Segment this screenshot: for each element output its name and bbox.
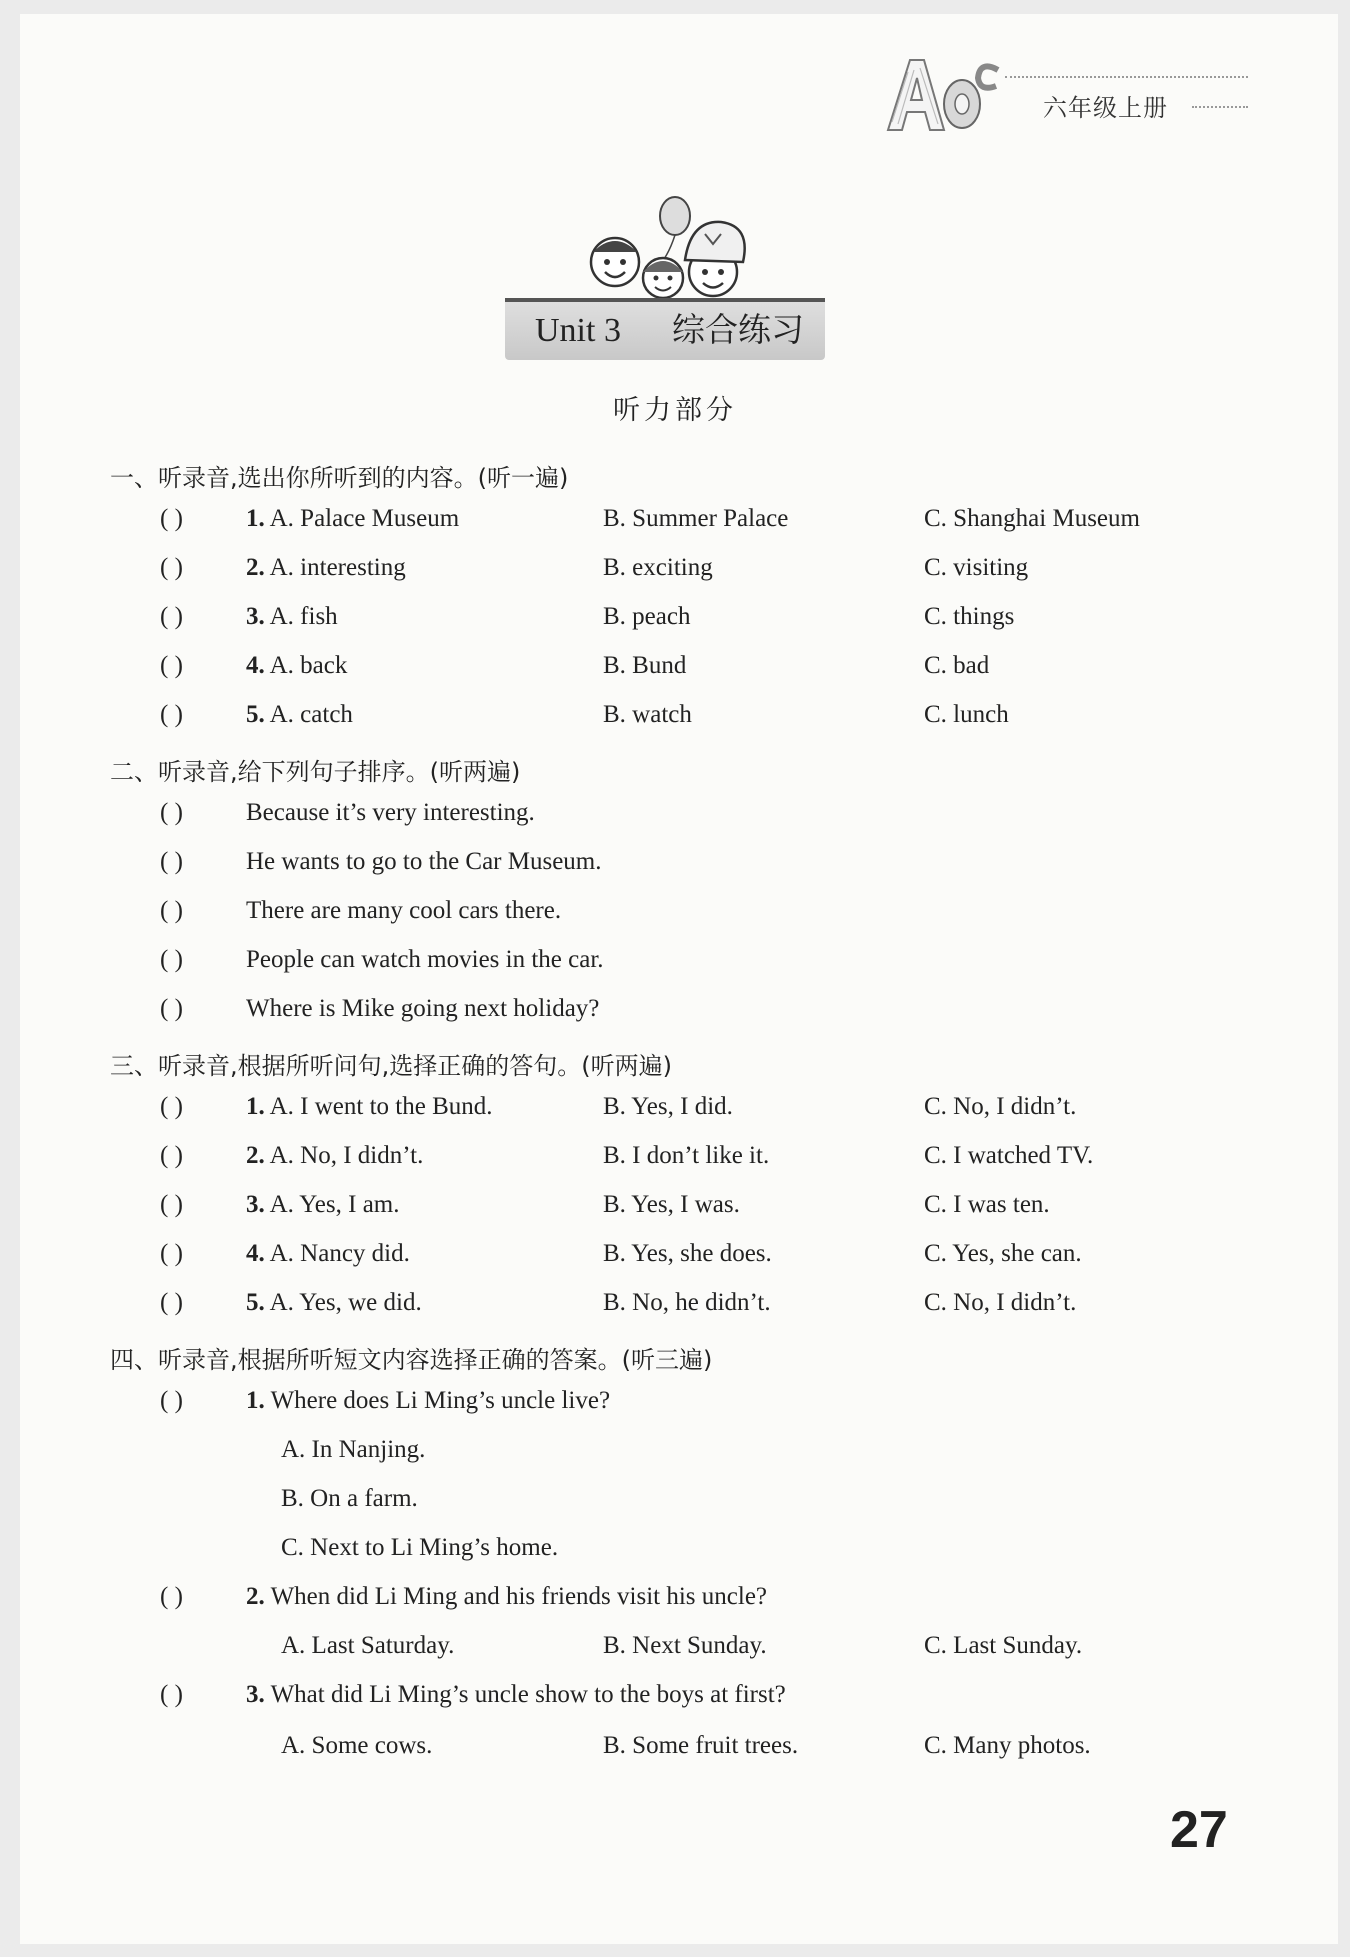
option-b: B. Summer Palace bbox=[603, 505, 789, 532]
option-b: B. Yes, I was. bbox=[603, 1191, 740, 1218]
s4-q2 bbox=[0, 1583, 1350, 1623]
s4-q3-options bbox=[0, 1732, 1350, 1772]
option-c: C. No, I didn’t. bbox=[924, 1289, 1077, 1316]
s3-item-5 bbox=[0, 1289, 1350, 1329]
s1-item-5 bbox=[0, 701, 1350, 741]
option-a: A. Yes, I am. bbox=[269, 1191, 400, 1218]
option-c: C. lunch bbox=[924, 701, 1009, 728]
section1-title: 一、听录音,选出你所听到的内容。(听一遍) bbox=[110, 464, 569, 492]
option-a: A. interesting bbox=[269, 554, 406, 581]
option-b: B. Yes, she does. bbox=[603, 1240, 772, 1267]
unit-name: 综合练习 bbox=[671, 310, 804, 349]
item-number: 4. bbox=[246, 1240, 265, 1267]
section3-title: 三、听录音,根据所听问句,选择正确的答句。(听两遍) bbox=[110, 1052, 672, 1080]
s1-item-2 bbox=[0, 554, 1350, 594]
item-number: 3. bbox=[246, 1681, 265, 1708]
option-a: A. Nancy did. bbox=[269, 1240, 410, 1267]
item-number: 3. bbox=[246, 603, 265, 630]
page-header bbox=[880, 52, 1248, 142]
s2-item-5 bbox=[0, 995, 1350, 1035]
item-number: 4. bbox=[246, 652, 265, 679]
answer-blank[interactable]: ( ) bbox=[160, 701, 183, 728]
answer-blank[interactable]: ( ) bbox=[160, 897, 183, 924]
s2-item-2 bbox=[0, 848, 1350, 888]
option-a: A. No, I didn’t. bbox=[269, 1142, 424, 1169]
grade-label: 六年级上册 bbox=[1043, 94, 1168, 122]
answer-blank[interactable]: ( ) bbox=[160, 946, 183, 973]
option-a: A. Some cows. bbox=[281, 1732, 433, 1759]
s3-item-4 bbox=[0, 1240, 1350, 1280]
abc-letters-logo-icon bbox=[880, 52, 1008, 136]
s4-q1 bbox=[0, 1387, 1350, 1427]
answer-blank[interactable]: ( ) bbox=[160, 1583, 183, 1610]
option-c: C. bad bbox=[924, 652, 990, 679]
cartoon-kids-balloon-icon bbox=[555, 190, 770, 305]
answer-blank[interactable]: ( ) bbox=[160, 554, 183, 581]
item-number: 2. bbox=[246, 1583, 265, 1610]
item-number: 3. bbox=[246, 1191, 265, 1218]
option-b: B. peach bbox=[603, 603, 691, 630]
option-c: C. I was ten. bbox=[924, 1191, 1050, 1218]
answer-blank[interactable]: ( ) bbox=[160, 1681, 183, 1708]
question-text: Where does Li Ming’s uncle live? bbox=[270, 1387, 611, 1414]
s4-q1-option-c-row bbox=[0, 1534, 1350, 1574]
sentence: There are many cool cars there. bbox=[246, 897, 562, 924]
s4-q3 bbox=[0, 1681, 1350, 1721]
answer-blank[interactable]: ( ) bbox=[160, 1289, 183, 1316]
option-b: B. watch bbox=[603, 701, 692, 728]
item-number: 2. bbox=[246, 554, 265, 581]
option-a: A. Yes, we did. bbox=[269, 1289, 422, 1316]
answer-blank[interactable]: ( ) bbox=[160, 1240, 183, 1267]
listening-part-heading: 听力部分 bbox=[613, 395, 737, 426]
option-c: C. Yes, she can. bbox=[924, 1240, 1082, 1267]
option-c: C. I watched TV. bbox=[924, 1142, 1094, 1169]
option-c: C. Many photos. bbox=[924, 1732, 1091, 1759]
s4-q2-options bbox=[0, 1632, 1350, 1672]
item-number: 1. bbox=[246, 1387, 265, 1414]
question-text: What did Li Ming’s uncle show to the boys at first? bbox=[270, 1681, 786, 1708]
option-b: B. Some fruit trees. bbox=[603, 1732, 799, 1759]
answer-blank[interactable]: ( ) bbox=[160, 1142, 183, 1169]
option-c: C. things bbox=[924, 603, 1015, 630]
unit-number: Unit 3 bbox=[535, 312, 621, 349]
option-b: B. I don’t like it. bbox=[603, 1142, 770, 1169]
s4-q1-option-a-row bbox=[0, 1436, 1350, 1476]
answer-blank[interactable]: ( ) bbox=[160, 1191, 183, 1218]
header-dotted-line bbox=[1005, 76, 1248, 78]
answer-blank[interactable]: ( ) bbox=[160, 1387, 183, 1414]
s2-item-1 bbox=[0, 799, 1350, 839]
sentence: People can watch movies in the car. bbox=[246, 946, 604, 973]
sentence: Where is Mike going next holiday? bbox=[246, 995, 600, 1022]
option-a: A. I went to the Bund. bbox=[269, 1093, 493, 1120]
answer-blank[interactable]: ( ) bbox=[160, 1093, 183, 1120]
s4-q1-option-b-row bbox=[0, 1485, 1350, 1525]
option-a: A. Palace Museum bbox=[269, 505, 460, 532]
item-number: 1. bbox=[246, 1093, 265, 1120]
item-number: 2. bbox=[246, 1142, 265, 1169]
answer-blank[interactable]: ( ) bbox=[160, 848, 183, 875]
item-number: 5. bbox=[246, 1289, 265, 1316]
option-c: C. visiting bbox=[924, 554, 1029, 581]
item-number: 1. bbox=[246, 505, 265, 532]
section4-title: 四、听录音,根据所听短文内容选择正确的答案。(听三遍) bbox=[110, 1346, 713, 1374]
s2-item-4 bbox=[0, 946, 1350, 986]
option-b: B. exciting bbox=[603, 554, 713, 581]
option-c: C. Shanghai Museum bbox=[924, 505, 1140, 532]
option-b: B. On a farm. bbox=[281, 1485, 418, 1512]
sentence: He wants to go to the Car Museum. bbox=[246, 848, 602, 875]
option-b: B. Bund bbox=[603, 652, 687, 679]
option-a: A. Last Saturday. bbox=[281, 1632, 455, 1659]
unit-title-banner bbox=[505, 190, 825, 365]
answer-blank[interactable]: ( ) bbox=[160, 652, 183, 679]
option-b: B. No, he didn’t. bbox=[603, 1289, 771, 1316]
s2-item-3 bbox=[0, 897, 1350, 937]
unit-title bbox=[535, 304, 825, 351]
answer-blank[interactable]: ( ) bbox=[160, 995, 183, 1022]
s1-item-3 bbox=[0, 603, 1350, 643]
s1-item-1 bbox=[0, 505, 1350, 545]
answer-blank[interactable]: ( ) bbox=[160, 505, 183, 532]
question-text: When did Li Ming and his friends visit his uncle? bbox=[270, 1583, 768, 1610]
s3-item-3 bbox=[0, 1191, 1350, 1231]
option-a: A. fish bbox=[269, 603, 338, 630]
s3-item-2 bbox=[0, 1142, 1350, 1182]
page-number: 27 bbox=[1170, 1801, 1228, 1859]
section2-title: 二、听录音,给下列句子排序。(听两遍) bbox=[110, 758, 521, 786]
option-b: B. Next Sunday. bbox=[603, 1632, 767, 1659]
answer-blank[interactable]: ( ) bbox=[160, 799, 183, 826]
answer-blank[interactable]: ( ) bbox=[160, 603, 183, 630]
option-c: C. No, I didn’t. bbox=[924, 1093, 1077, 1120]
option-a: A. In Nanjing. bbox=[281, 1436, 426, 1463]
header-side-dotted-line bbox=[1192, 106, 1248, 108]
option-b: B. Yes, I did. bbox=[603, 1093, 733, 1120]
option-c: C. Next to Li Ming’s home. bbox=[281, 1534, 559, 1561]
item-number: 5. bbox=[246, 701, 265, 728]
sentence: Because it’s very interesting. bbox=[246, 799, 535, 826]
option-a: A. back bbox=[269, 652, 348, 679]
option-a: A. catch bbox=[269, 701, 353, 728]
s3-item-1 bbox=[0, 1093, 1350, 1133]
option-c: C. Last Sunday. bbox=[924, 1632, 1083, 1659]
s1-item-4 bbox=[0, 652, 1350, 692]
